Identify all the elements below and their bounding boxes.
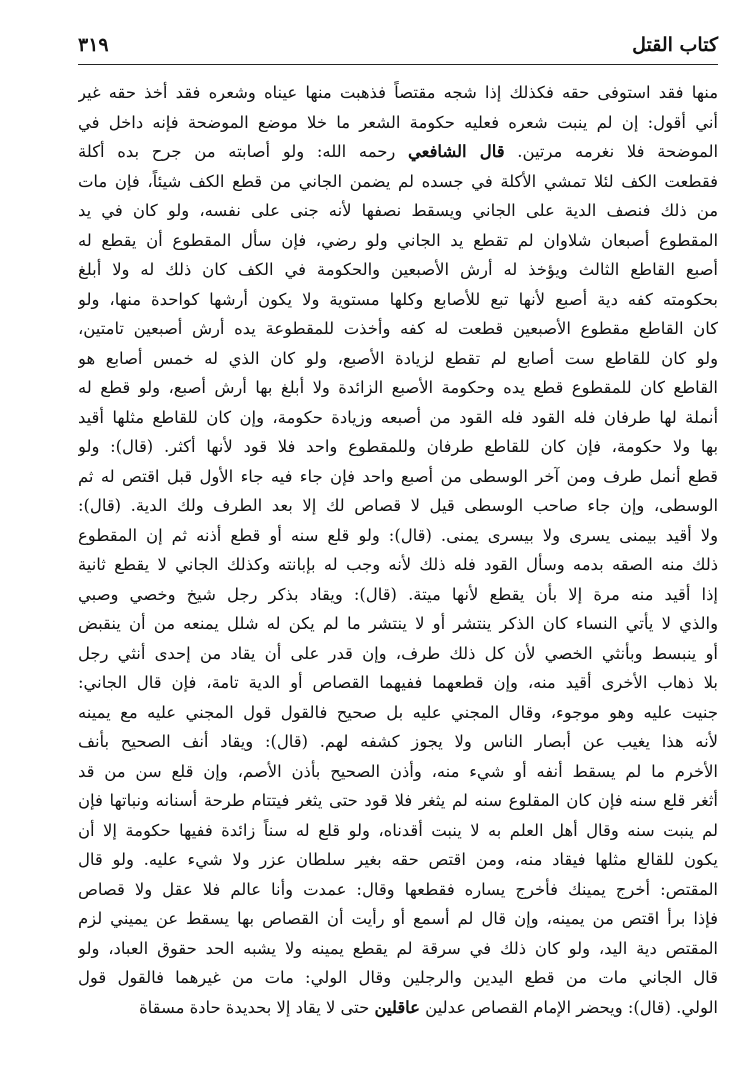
text-line [78,580,718,610]
text-segment: الولي. [676,997,718,1017]
text-line: قطع أنمل طرف ومن آخر الوسطى من أصبع واحد فإن جاء فيه جاء الأول قبل اقتص له ثم [78,466,718,486]
body-text [78,78,718,1022]
text-segment: ويقاد بذكر رجل شيخ وخصي وصبي [78,584,343,604]
text-segment: بها ولا حكومة، فإن كان للقاطع طرفان وللمقطوع واحد فلا قود لأنها أكثر. [163,437,718,456]
page-number: ٣١٩ [78,34,109,56]
text-line: المقتص: أخرج يمينك فأخرج يساره فقطعها وقال: عمدت وأنا عالم فلا عقل ولا قصاص [78,879,718,899]
text-line: المقطوع أصبعان شلاوان لم تقطع يد الجاني ولو رضي، فإن سأل المقطوع أن يقطع له [78,230,718,250]
text-line: القاطع كان للمقطوع قطع يده وحكومة الأصبع الزائدة ولا أبلغ بها أرش أصبع، ولو قطع له [78,378,718,397]
text-segment: حتى لا يقاد إلا بحديدة حادة مسقاة [139,997,370,1017]
text-line: المقتص دية اليد، ولو كان ذلك في سرقة لم يقطع يمينه ولا يشبه الحد حقوق العباد، ولو [78,938,718,958]
text-line: جنيت عليه وهو موجوء، وقال المجني عليه بل صحيح فالقول قول المجني عليه مع يمينه [78,702,718,722]
text-line: بحكومته كفه دية أصبع لأنها تبع للأصابع وكلها مستوية ولا يكون أرشها كواحدة منها، ولو [78,289,718,309]
bold-term: عاقلين [374,997,420,1017]
text-line [78,727,718,757]
text-line: منها فقد استوفى حقه فكذلك إذا شجه مقتصاً فذهبت منها عيناه وشعره فقد أخذ حقه غير [78,83,718,102]
text-line: فقطعت الكف لئلا تمشي الأكلة في جسده لم يضمن الجاني من قطع الكف شيئاً، فإن مات [78,171,718,191]
text-line: لم ينبت سنه وقال أهل العلم به لا ينبت أقدناه، ولو قلع له سناً زائدة ففيها حكومة إلا أن [78,820,718,840]
qal-marker: (قال): [627,997,671,1017]
text-segment: إذا أقيد منه مرة إلا بأن يقطع لأنها ميتة. [408,584,718,604]
text-line: كان القاطع مقطوع الأصبعين قطعت له كفه وأخذت للمقطوعة يده أرش أصبعين تامتين، [78,319,718,338]
text-line: ولو كان للقاطع ست أصابع لم تقطع لزيادة الأصبع، ولو كان الذي له خمس أصابع هو [78,348,718,368]
text-segment: ويحضر الإمام القصاص عدلين [425,997,623,1017]
chapter-title: كتاب القتل [632,34,718,56]
text-segment: رحمه الله: ولو أصابته من جرح بده أكلة [78,142,396,161]
qal-marker: (قال): [78,496,122,515]
qal-marker: (قال): [353,584,397,604]
text-line: الأخرم ما لم يسقط أنفه أو شيء منه، وأذن الصحيح بأذن الأصم، وإن قلع سن من قد [78,761,718,781]
shafii-label: قال الشافعي [408,142,505,161]
text-segment: الموضحة فلا نغرمه مرتين. [517,142,718,161]
text-line [78,521,718,551]
text-line: يكون للقالع مثلها فيقاد منه، ومن اقتص حقه بغير سلطان عزر ولا شيء عليه. ولو قال [78,850,718,869]
text-line [78,993,718,1023]
text-line: أنملة لها طرفان فله القود فله القود من أصبعه وزيادة حكومة، وإن كان للقاطع مثلها أقيد [78,407,718,427]
text-line: بلا ذهاب الأخرى أقيد منه، وإن قطعهما ففيهما القصاص أو الدية تامة، فإن قال الجاني: [78,673,718,692]
text-segment: لأنه هذا يغيب عن أبصار الناس ولا يجوز كشفه لهم. [319,732,718,751]
text-line: أو ينبسط وبأنثي الخصي لأن كل ذلك طرف، وإن قدر على أن يقاد من إحدى أنثي رجل [78,643,718,663]
qal-marker: (قال): [388,525,432,545]
text-line [78,137,718,167]
text-line: والذي لا يأتي النساء كان الذكر ينتشر أو لا ينتشر ما لم يكن له شلل يمنعه من أن ينقبض [78,614,718,633]
text-line [78,491,718,521]
text-line: من ذلك فنصف الدية على الجاني ويسقط نصفها لأنه جنى على نفسه، ولو كان في يد [78,201,718,220]
page-header [78,28,718,64]
text-segment: ولو قلع سنه أو قطع أذنه ثم إن المقطوع [78,525,380,545]
text-line: فإذا برأ اقتص من يمينه، وإن قال لم أسمع أو رأيت أن القصاص بها يسقط عن يميني لزم [78,909,718,928]
text-segment: ولا أقيد بيمنى يسرى ولا بيسرى يمنى. [440,525,718,545]
text-segment: الوسطى، وإن جاء صاحب الوسطى قيل لا قصاص لك إلا بعد الطرف ولك الدية. [130,496,718,515]
qal-marker: (قال): [110,437,154,456]
text-line: أصبع القاطع الثالث ويؤخذ له أرش الأصبعين والحكومة في الكف كان ذلك له ولا أبلغ [78,260,718,279]
text-segment: ولو [78,437,100,456]
header-rule [78,64,718,65]
text-line [78,432,718,462]
page [78,28,718,1068]
text-segment: ويقاد أنف الصحيح بأنف [78,732,254,751]
text-line: أني أقول: إن لم ينبت شعره فعليه حكومة الشعر ما خلا موضع الموضحة فإنه داخل في [78,112,718,132]
text-line: ذلك منه الصقه بدمه وسأل القود فله ذلك لأنه وجب له بإبانته وكذلك الجاني لا يقطع ثانية [78,555,718,574]
qal-marker: (قال): [264,732,308,751]
text-line: أثغر قلع سنه فإن كان المقلوع سنه لم يثغر فلا قود حتى يثغر فيتتام طرحة أسنانه ونباتها فإن [78,791,718,810]
text-line: قال الجاني مات من قطع اليدين والرجلين وقال الولي: مات من غيرهما فالقول قول [78,968,718,987]
